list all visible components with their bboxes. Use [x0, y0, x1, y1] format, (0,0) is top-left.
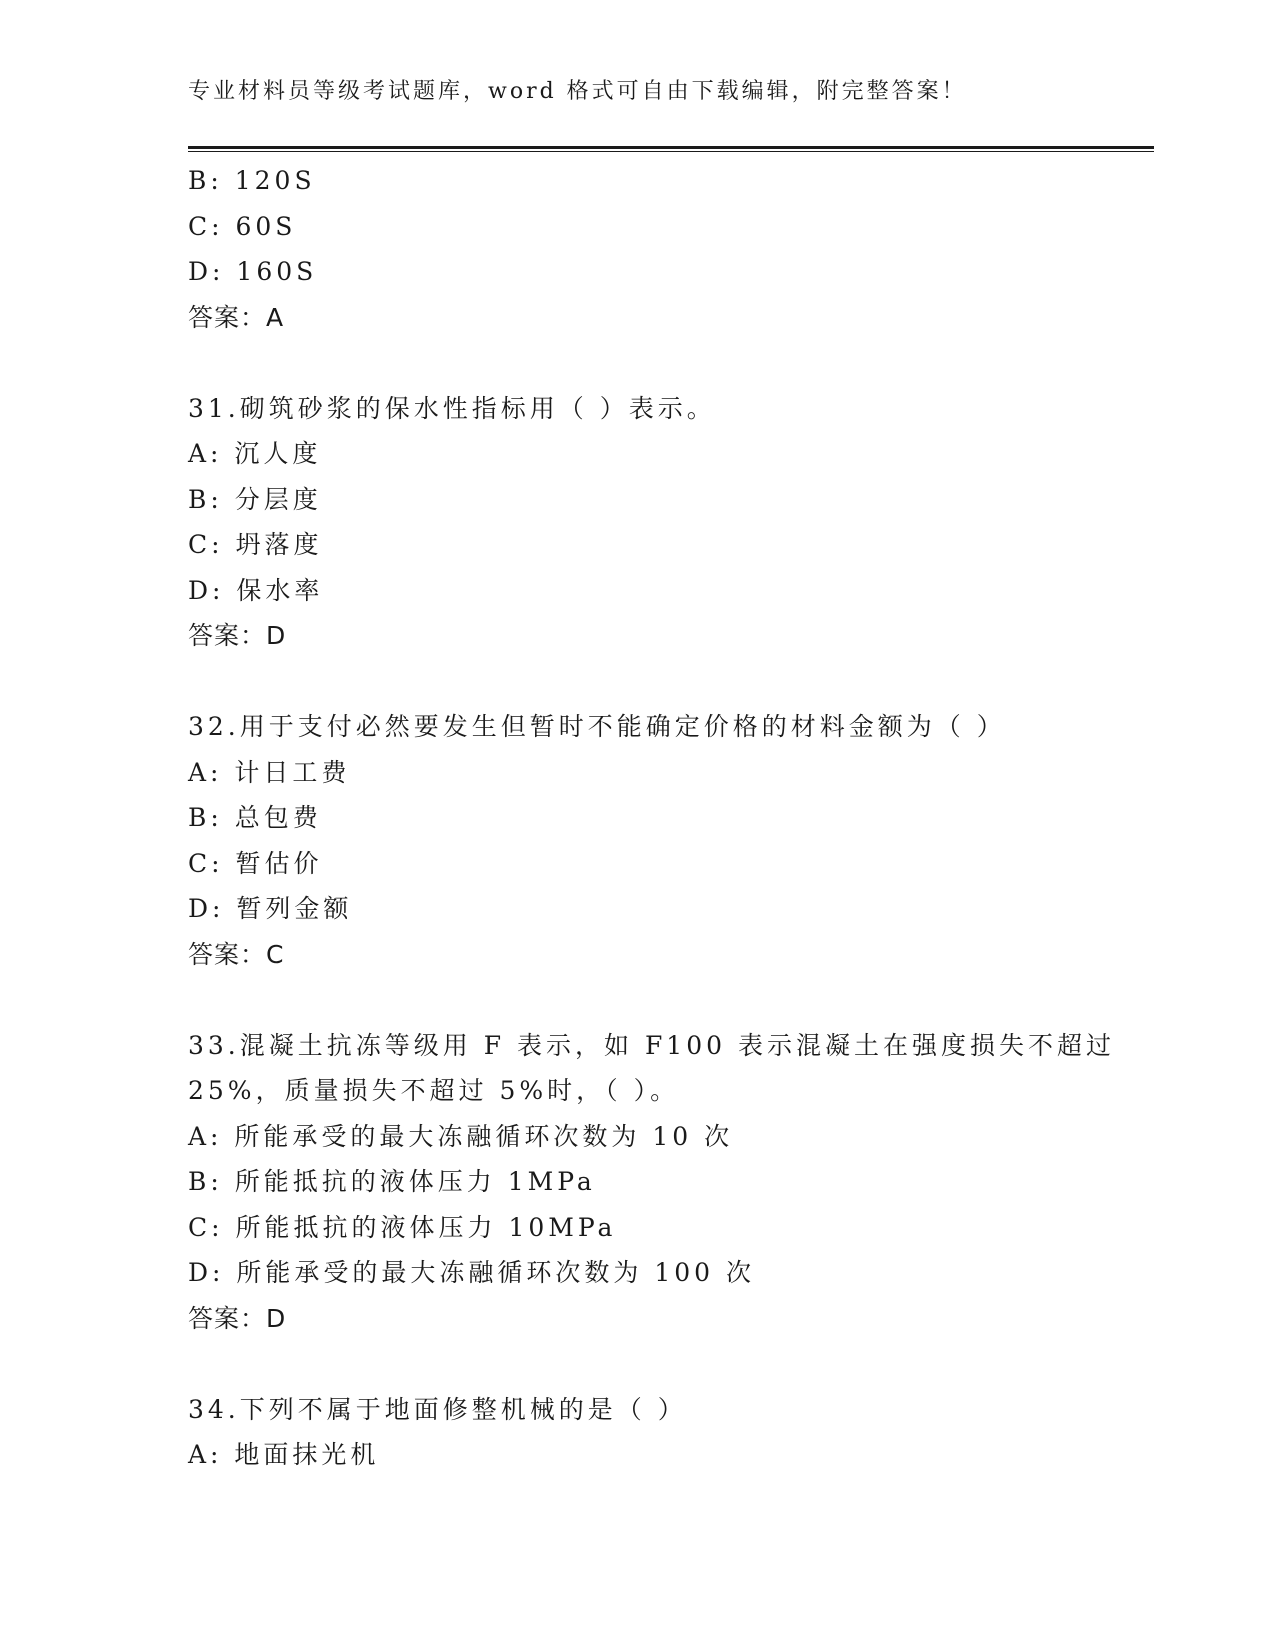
option-d: D: 暂列金额 — [188, 894, 353, 923]
question-stem-continued: 25%，质量损失不超过 5%时，（ ）。 — [188, 1076, 680, 1105]
question-block-34 — [188, 1387, 1154, 1478]
question-block-33 — [188, 1023, 1154, 1342]
option-d: D: 保水率 — [188, 575, 324, 605]
option-b: B: 分层度 — [188, 484, 322, 514]
option-c: C: 坍落度 — [188, 530, 323, 559]
question-block-30 — [188, 158, 1154, 340]
spacer — [188, 659, 1154, 705]
option-d: D: 160S — [188, 257, 318, 286]
option-b: B: 120S — [188, 166, 316, 195]
option-a: A: 所能承受的最大冻融循环次数为 10 次 — [188, 1121, 734, 1151]
answer-line: 答案：D — [188, 621, 287, 650]
question-stem: 34.下列不属于地面修整机械的是（ ） — [188, 1394, 687, 1424]
question-stem: 33.混凝土抗冻等级用 F 表示，如 F100 表示混凝土在强度损失不超过 — [188, 1030, 1115, 1060]
option-d: D: 所能承受的最大冻融循环次数为 100 次 — [188, 1258, 756, 1287]
option-a: A: 沉人度 — [188, 439, 322, 468]
option-c: C: 所能抵抗的液体压力 10MPa — [188, 1212, 617, 1242]
answer-line: 答案：D — [188, 1303, 287, 1333]
page-header: 专业材料员等级考试题库，word 格式可自由下载编辑，附完整答案！ — [188, 79, 967, 104]
header-divider — [188, 146, 1154, 152]
answer-line: 答案：A — [188, 302, 285, 332]
question-block-31 — [188, 386, 1154, 659]
question-stem: 32.用于支付必然要发生但暂时不能确定价格的材料金额为（ ） — [188, 712, 1006, 741]
option-c: C: 暂估价 — [188, 848, 323, 878]
option-c: C: 60S — [188, 211, 297, 241]
spacer — [188, 977, 1154, 1023]
option-b: B: 总包费 — [188, 803, 322, 832]
question-block-32 — [188, 704, 1154, 977]
option-a: A: 地面抹光机 — [188, 1440, 380, 1469]
spacer — [188, 1341, 1154, 1387]
question-stem: 31.砌筑砂浆的保水性指标用（ ）表示。 — [188, 393, 716, 423]
option-a: A: 计日工费 — [188, 757, 351, 787]
option-b: B: 所能抵抗的液体压力 1MPa — [188, 1167, 596, 1196]
answer-line: 答案：C — [188, 939, 285, 969]
spacer — [188, 340, 1154, 386]
question-list — [188, 158, 1154, 1478]
